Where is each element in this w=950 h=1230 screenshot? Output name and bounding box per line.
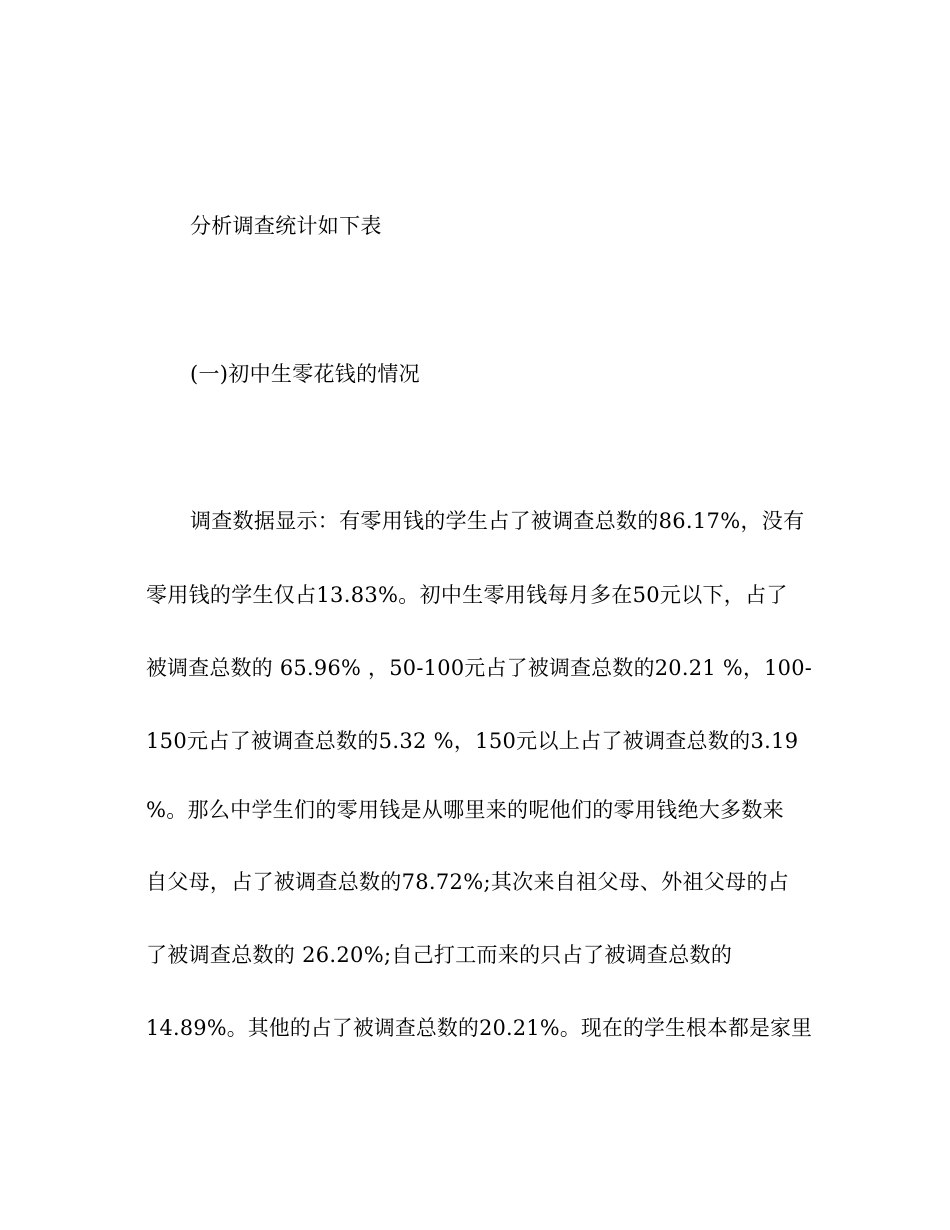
paragraph-line: 自父母，占了被调查总数的78.72%;其次来自祖父母、外祖父母的占 <box>146 870 790 894</box>
paragraph-line: 了被调查总数的 26.20%;自己打工而来的只占了被调查总数的 <box>146 943 733 967</box>
paragraph-line: 被调查总数的 65.96% ，50-100元占了被调查总数的20.21 %，100- <box>146 656 813 680</box>
paragraph-line: 调查数据显示：有零用钱的学生占了被调查总数的86.17%，没有 <box>190 509 805 533</box>
heading: 分析调查统计如下表 <box>190 214 382 238</box>
paragraph-line: 150元占了被调查总数的5.32 %，150元以上占了被调查总数的3.19 <box>146 729 799 753</box>
paragraph-line: 14.89%。其他的占了被调查总数的20.21%。现在的学生根本都是家里 <box>146 1016 813 1040</box>
paragraph-line: 零用钱的学生仅占13.83%。初中生零用钱每月多在50元以下，占了 <box>146 583 788 607</box>
paragraph-line: %。那么中学生们的零用钱是从哪里来的呢他们的零用钱绝大多数来 <box>146 798 784 822</box>
section-title: (一)初中生零花钱的情况 <box>190 362 420 386</box>
